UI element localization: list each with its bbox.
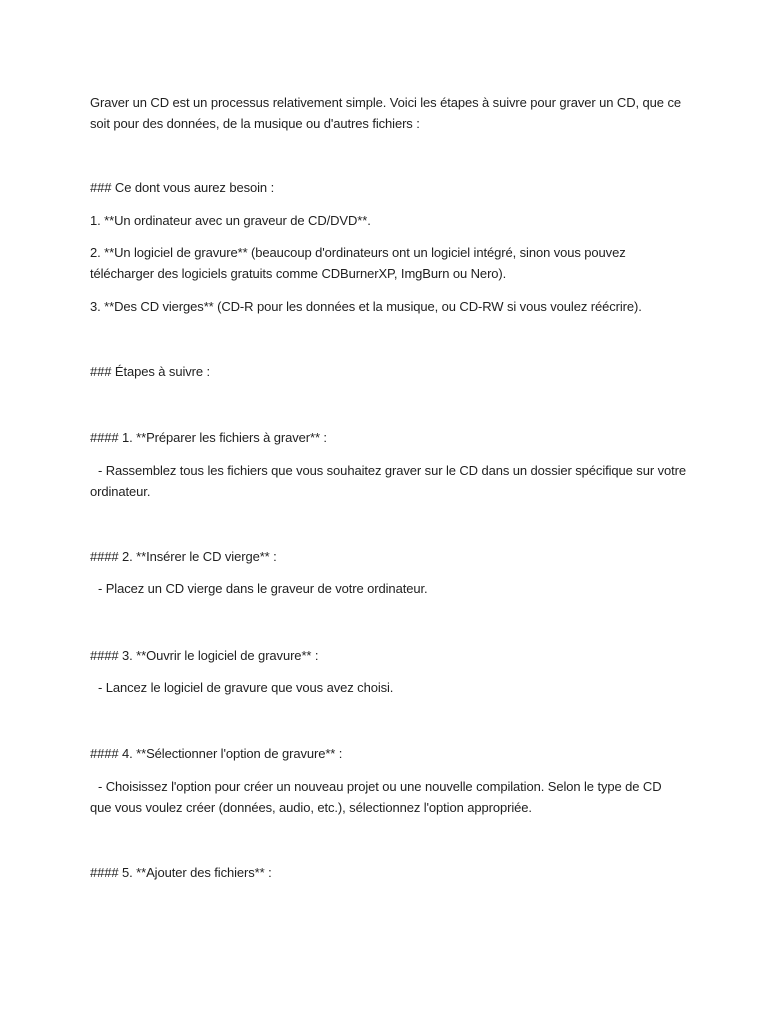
step-4-heading: #### 4. **Sélectionner l'option de gravure** :: [90, 746, 343, 761]
step-2-body: - Placez un CD vierge dans le graveur de votre ordinateur.: [98, 581, 428, 596]
step-3-heading: #### 3. **Ouvrir le logiciel de gravure** :: [90, 648, 319, 663]
step-4-body-line-2: que vous voulez créer (données, audio, etc.), sélectionnez l'option appropriée.: [90, 800, 532, 815]
step-1-heading: #### 1. **Préparer les fichiers à graver** :: [90, 430, 327, 445]
step-5-heading: #### 5. **Ajouter des fichiers** :: [90, 865, 272, 880]
step-1-body-line-2: ordinateur.: [90, 484, 151, 499]
need-item-3: 3. **Des CD vierges** (CD-R pour les données et la musique, ou CD-RW si vous voulez réécrire).: [90, 299, 642, 314]
intro-line-2: soit pour des données, de la musique ou d'autres fichiers :: [90, 116, 420, 131]
intro-line-1: Graver un CD est un processus relativement simple. Voici les étapes à suivre pour graver un CD, que ce: [90, 95, 681, 110]
step-2-heading: #### 2. **Insérer le CD vierge** :: [90, 549, 277, 564]
step-1-body-line-1: - Rassemblez tous les fichiers que vous souhaitez graver sur le CD dans un dossier spécifique sur votre: [98, 463, 686, 478]
step-4-body-line-1: - Choisissez l'option pour créer un nouveau projet ou une nouvelle compilation. Selon le type de CD: [98, 779, 662, 794]
need-item-2-line-1: 2. **Un logiciel de gravure** (beaucoup d'ordinateurs ont un logiciel intégré, sinon vous pouvez: [90, 245, 626, 260]
needs-heading: ### Ce dont vous aurez besoin :: [90, 180, 275, 195]
need-item-2-line-2: télécharger des logiciels gratuits comme CDBurnerXP, ImgBurn ou Nero).: [90, 266, 507, 281]
steps-heading: ### Étapes à suivre :: [90, 364, 211, 379]
need-item-1: 1. **Un ordinateur avec un graveur de CD/DVD**.: [90, 213, 371, 228]
step-3-body: - Lancez le logiciel de gravure que vous avez choisi.: [98, 680, 394, 695]
